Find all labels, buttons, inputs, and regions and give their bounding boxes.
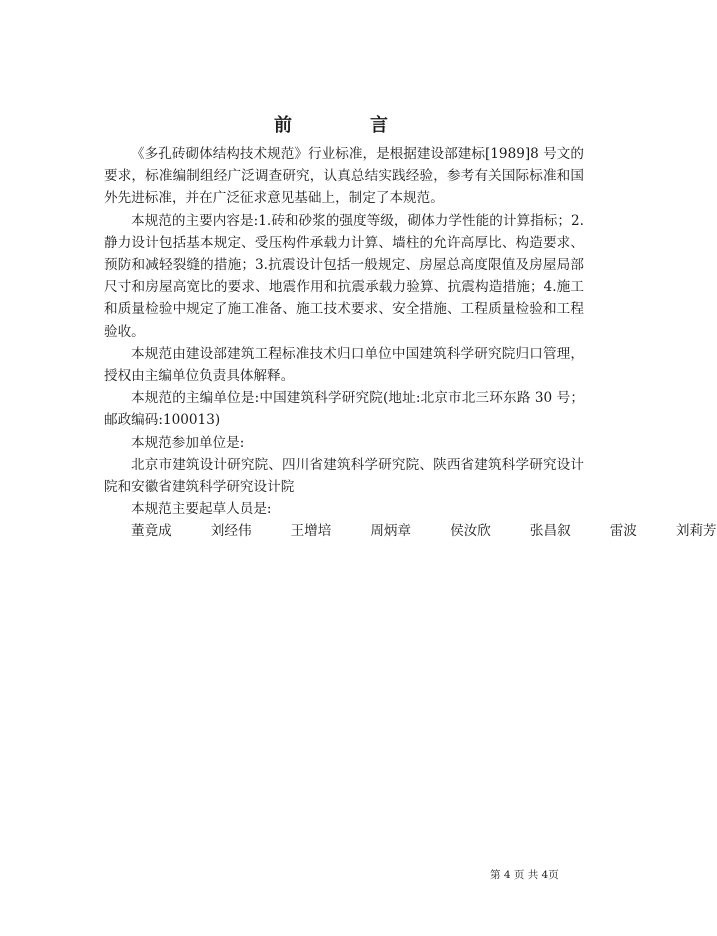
- drafter-name: 刘经伟: [210, 523, 252, 540]
- paragraph-management: 本规范由建设部建筑工程标准技术归口单位中国建筑科学研究院归口管理，授权由主编单位负责具体解释。: [104, 345, 584, 385]
- paragraph-drafters-heading: 本规范主要起草人员是:: [131, 501, 272, 518]
- paragraph-contents: 本规范的主要内容是:1.砖和砂浆的强度等级，砌体力学性能的计算指标；2.静力设计包括基本规定、受压构件承载力计算、墙柱的允许高厚比、构造要求、预防和减轻裂缝的措施；3.抗震设计包括一般规定、房屋总高度限值及房屋局部尺寸和房屋高宽比的要求、地震作用和抗震承载力验算、抗震构造措施；4.施工和质量检验中规定了施工准备、施工技术要求、安全措施、工程质量检验和工程验收。: [104, 212, 584, 340]
- page-title: 前 言: [274, 115, 418, 136]
- paragraph-participants-heading: 本规范参加单位是:: [131, 434, 245, 451]
- paragraph-participants: 北京市建筑设计研究院、四川省建筑科学研究院、陕西省建筑科学研究设计院和安徽省建筑科学研究设计院: [104, 456, 584, 496]
- drafter-name: 周炳章: [370, 523, 412, 540]
- drafter-name: 张昌叙: [529, 523, 571, 540]
- preface-body: [104, 143, 717, 543]
- drafter-list: [104, 520, 717, 542]
- paragraph-intro: 《多孔砖砌体结构技术规范》行业标准，是根据建设部建标[1989]8 号文的要求，标准编制组经广泛调查研究，认真总结实践经验，参考有关国际标准和国外先进标准，并在广泛征求意见基础上，制定了本规范。: [104, 146, 584, 207]
- drafter-name: 王增培: [290, 523, 332, 540]
- page-number-footer: 第 4 页 共 4页: [490, 869, 559, 881]
- drafter-name: 刘莉芳: [675, 523, 717, 540]
- paragraph-chief-editor: 本规范的主编单位是:中国建筑科学研究院(地址:北京市北三环东路 30 号；邮政编码:100013): [104, 390, 584, 429]
- drafter-name: 董竟成: [131, 523, 172, 540]
- drafter-name: 雷波: [609, 523, 637, 540]
- drafter-name: 侯汝欣: [450, 523, 491, 540]
